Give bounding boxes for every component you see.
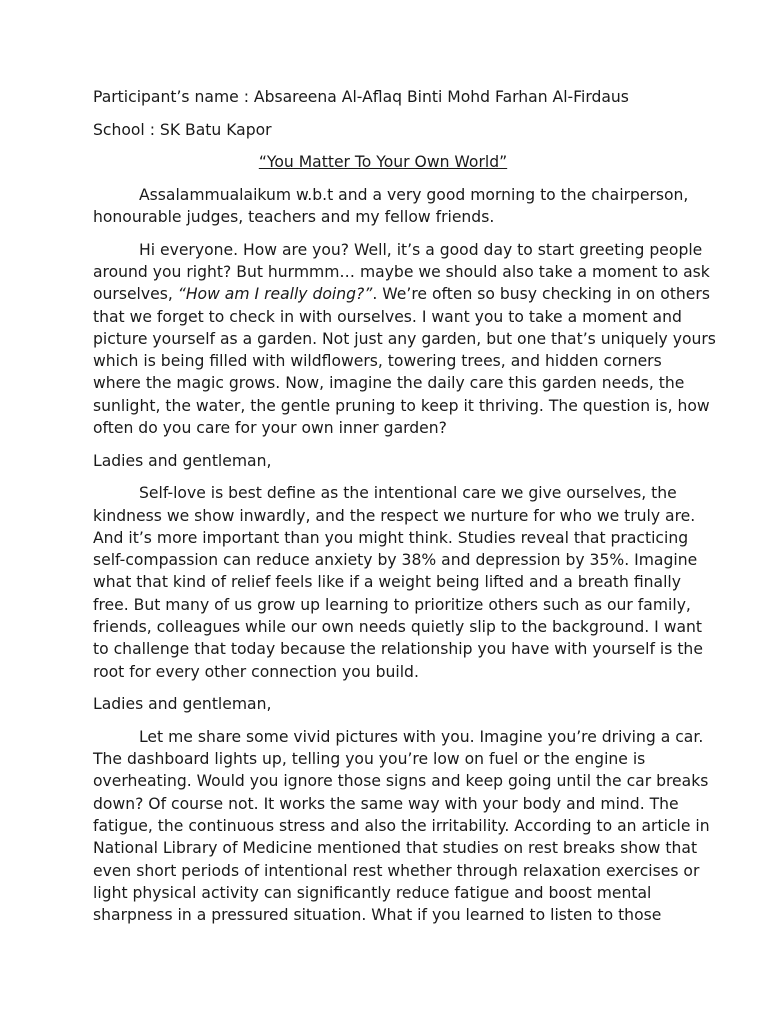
- paragraph-line: light physical activity can significantly reduce fatigue and boost mental: [93, 883, 652, 902]
- paragraph-line-with-quote: [93, 283, 710, 305]
- school-line: School : SK Batu Kapor: [93, 120, 272, 139]
- salutation-line: Ladies and gentleman,: [93, 451, 272, 470]
- quote-lead-text: ourselves,: [93, 285, 178, 304]
- paragraph-line: Self-love is best define as the intentional care we give ourselves, the: [139, 484, 677, 503]
- paragraph-line: even short periods of intentional rest whether through relaxation exercises or: [93, 861, 700, 880]
- paragraph-line: kindness we show inwardly, and the respect we nurture for who we truly are.: [93, 506, 696, 525]
- paragraph-line: picture yourself as a garden. Not just any garden, but one that’s uniquely yours: [93, 329, 716, 348]
- paragraph-line: Hi everyone. How are you? Well, it’s a good day to start greeting people: [139, 240, 703, 259]
- paragraph-greeting: [93, 184, 689, 229]
- paragraph-car-analogy: [93, 726, 710, 927]
- paragraph-line: often do you care for your own inner garden?: [93, 419, 447, 438]
- paragraph-line: down? Of course not. It works the same way with your body and mind. The: [93, 794, 679, 813]
- italic-quote: “How am I really doing?”: [177, 285, 373, 304]
- speech-title: “You Matter To Your Own World”: [258, 153, 508, 172]
- paragraph-self-love: [93, 482, 703, 683]
- paragraph-line: And it’s more important than you might think. Studies reveal that practicing: [93, 528, 689, 547]
- document-body: [93, 86, 716, 926]
- paragraph-line: friends, colleagues while our own needs quietly slip to the background. I want: [93, 618, 703, 637]
- paragraph-line: Assalammualaikum w.b.t and a very good morning to the chairperson,: [139, 185, 689, 204]
- paragraph-line: around you right? But hurmmm… maybe we should also take a moment to ask: [93, 262, 710, 281]
- participant-name-line: Participant’s name : Absareena Al-Aflaq Binti Mohd Farhan Al-Firdaus: [93, 88, 629, 106]
- salutation-line: Ladies and gentleman,: [93, 695, 272, 714]
- paragraph-line: where the magic grows. Now, imagine the daily care this garden needs, the: [93, 374, 685, 393]
- paragraph-line: honourable judges, teachers and my fellow friends.: [93, 208, 495, 227]
- quote-trail-text: . We’re often so busy checking in on others: [372, 285, 710, 304]
- paragraph-line: fatigue, the continuous stress and also the irritability. According to an article in: [93, 816, 710, 835]
- paragraph-line: root for every other connection you build.: [93, 662, 419, 681]
- paragraph-garden: [93, 239, 716, 440]
- paragraph-line: sunlight, the water, the gentle pruning to keep it thriving. The question is, how: [93, 396, 710, 415]
- paragraph-line: free. But many of us grow up learning to prioritize others such as our family,: [93, 595, 691, 614]
- paragraph-line: that we forget to check in with ourselves. I want you to take a moment and: [93, 307, 682, 326]
- paragraph-line: The dashboard lights up, telling you you’re low on fuel or the engine is: [93, 750, 646, 769]
- paragraph-line: sharpness in a pressured situation. What if you learned to listen to those: [93, 906, 662, 925]
- paragraph-line: overheating. Would you ignore those signs and keep going until the car breaks: [93, 772, 709, 791]
- paragraph-line: which is being filled with wildflowers, towering trees, and hidden corners: [93, 352, 662, 371]
- paragraph-line: self-compassion can reduce anxiety by 38% and depression by 35%. Imagine: [93, 551, 698, 570]
- paragraph-line: Let me share some vivid pictures with you. Imagine you’re driving a car.: [139, 727, 704, 746]
- paragraph-line: to challenge that today because the relationship you have with yourself is the: [93, 640, 703, 659]
- paragraph-line: National Library of Medicine mentioned that studies on rest breaks show that: [93, 839, 698, 858]
- paragraph-line: what that kind of relief feels like if a weight being lifted and a breath finally: [93, 573, 681, 592]
